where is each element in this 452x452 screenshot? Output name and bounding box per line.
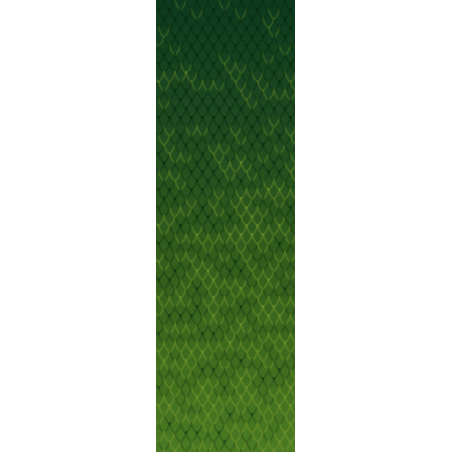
knit-texture: [156, 0, 295, 452]
knitted-yarn-swatch: [156, 0, 295, 452]
